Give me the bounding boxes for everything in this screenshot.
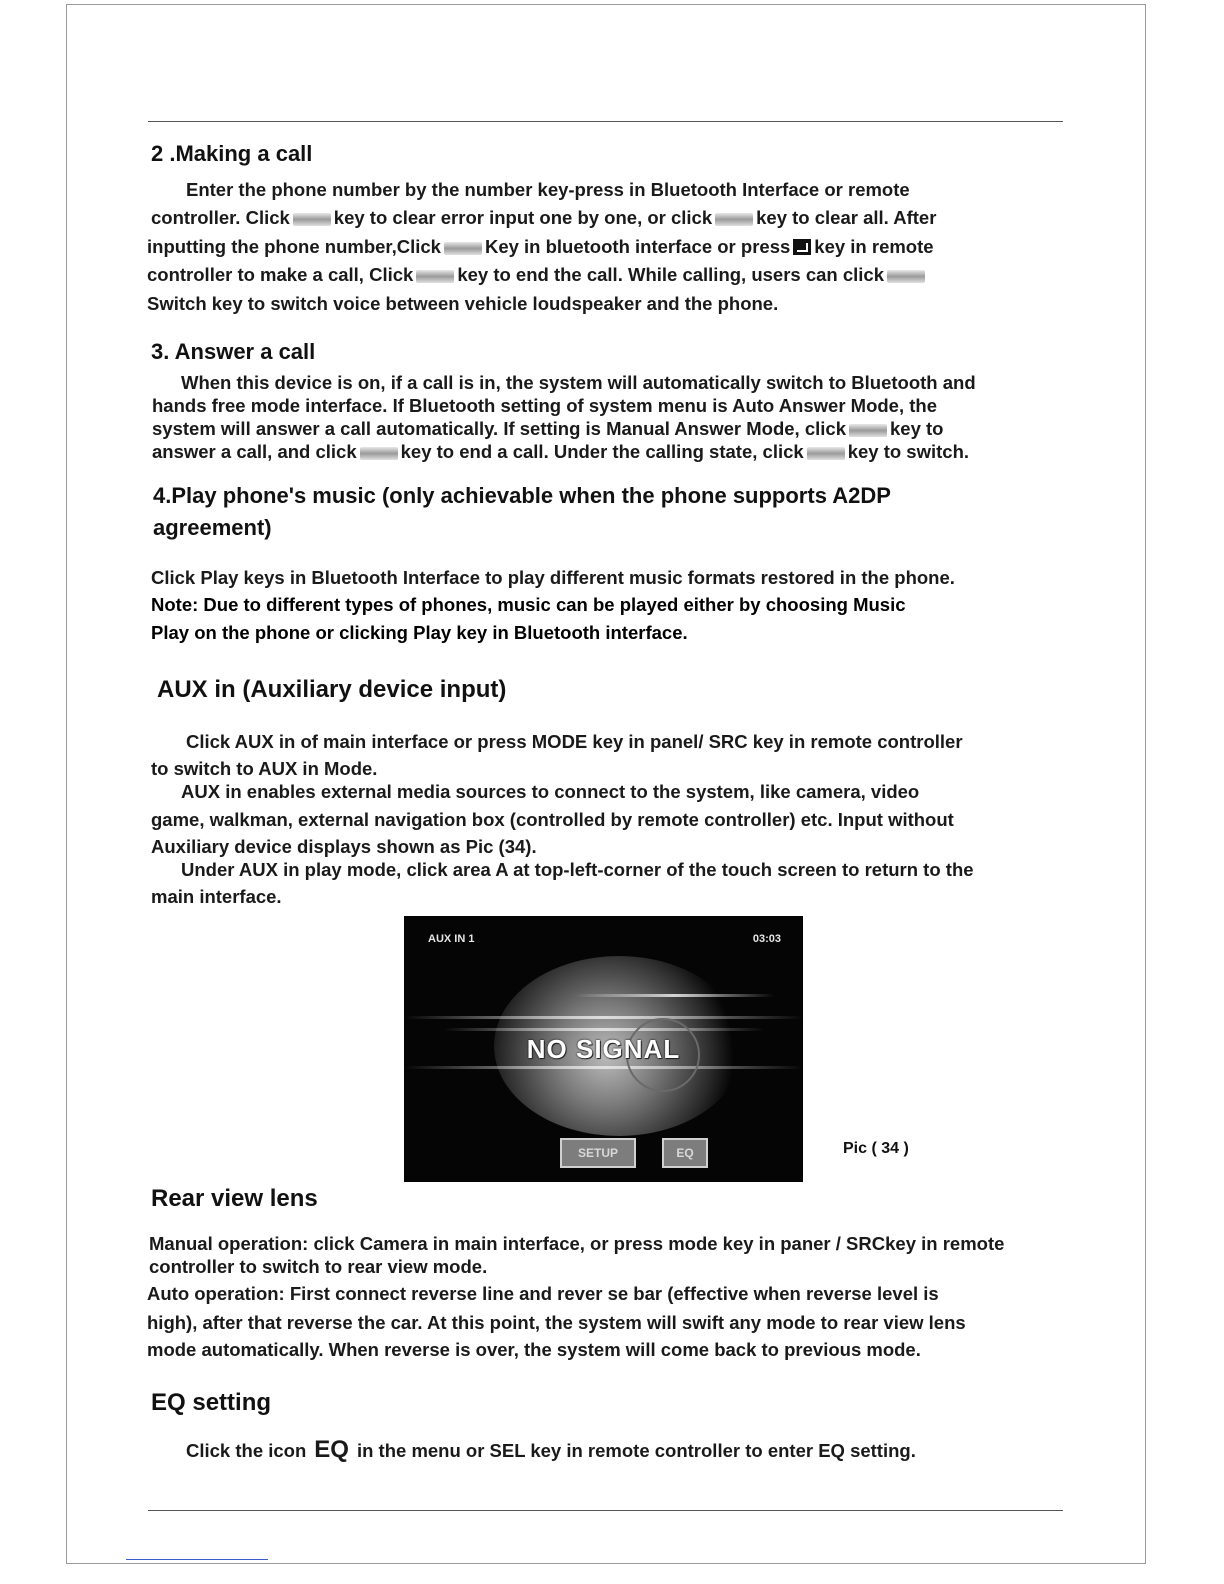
switch-key-icon bbox=[887, 270, 925, 283]
text-fragment: key to switch. bbox=[847, 441, 970, 462]
paragraph-line: Click Play keys in Bluetooth Interface to play different music formats restored in the phone. bbox=[151, 567, 955, 588]
light-streak bbox=[404, 1066, 803, 1069]
hangup-key-icon bbox=[416, 270, 454, 283]
text-fragment: controller. Click bbox=[151, 207, 290, 228]
top-divider bbox=[148, 121, 1063, 122]
end-call-key-icon bbox=[360, 447, 398, 460]
light-streak bbox=[404, 1016, 803, 1019]
bottom-divider bbox=[148, 1510, 1063, 1511]
paragraph-line: AUX in enables external media sources to connect to the system, like camera, video bbox=[181, 781, 920, 802]
section-title-rear-view: Rear view lens bbox=[151, 1185, 318, 1212]
paragraph-line: Click AUX in of main interface or press MODE key in panel/ SRC key in remote controller bbox=[186, 731, 963, 752]
paragraph-line: hands free mode interface. If Bluetooth setting of system menu is Auto Answer Mode, the bbox=[152, 395, 937, 416]
paragraph-line: to switch to AUX in Mode. bbox=[151, 758, 378, 779]
switch-key-icon bbox=[807, 447, 845, 460]
backspace-key-icon bbox=[293, 213, 331, 226]
section-title-making-call: 2 .Making a call bbox=[151, 141, 313, 166]
text-fragment: key to clear all. After bbox=[756, 207, 937, 228]
text-fragment: key to end a call. Under the calling state, click bbox=[400, 441, 804, 462]
paragraph-line: Under AUX in play mode, click area A at top-left-corner of the touch screen to return to the bbox=[181, 859, 974, 880]
paragraph-line: Enter the phone number by the number key-press in Bluetooth Interface or remote bbox=[186, 179, 910, 200]
text-fragment: answer a call, and click bbox=[152, 441, 357, 462]
paragraph-line: Manual operation: click Camera in main interface, or press mode key in paner / SRCkey in remote bbox=[149, 1233, 1005, 1254]
paragraph-line: main interface. bbox=[151, 886, 282, 907]
clock-display: 03:03 bbox=[752, 933, 781, 945]
aux-source-label[interactable]: AUX IN 1 bbox=[428, 933, 475, 945]
light-streak bbox=[444, 1028, 764, 1031]
no-signal-message: NO SIGNAL bbox=[526, 1034, 681, 1064]
dial-key-icon bbox=[444, 242, 482, 255]
eq-button[interactable]: EQ bbox=[662, 1138, 708, 1168]
remote-call-key-icon bbox=[793, 239, 811, 255]
text-fragment: key to bbox=[890, 418, 944, 439]
note-line: Play on the phone or clicking Play key in Bluetooth interface. bbox=[151, 622, 688, 643]
section-title-eq: EQ setting bbox=[151, 1389, 272, 1416]
text-fragment: controller to make a call, Click bbox=[147, 264, 414, 285]
text-fragment: in the menu or SEL key in remote controller to enter EQ setting. bbox=[356, 1440, 916, 1461]
section-title-answer-call: 3. Answer a call bbox=[151, 339, 316, 364]
text-fragment: key in remote bbox=[814, 236, 934, 257]
paragraph-line: Auxiliary device displays shown as Pic (34). bbox=[151, 836, 537, 857]
paragraph-line: controller to switch to rear view mode. bbox=[149, 1256, 488, 1277]
paragraph-line bbox=[186, 1436, 916, 1465]
aux-screenshot bbox=[404, 916, 803, 1182]
footer-link-underline[interactable] bbox=[126, 1559, 268, 1560]
setup-button[interactable]: SETUP bbox=[560, 1138, 636, 1168]
paragraph-line bbox=[152, 417, 943, 440]
section-title-aux: AUX in (Auxiliary device input) bbox=[157, 676, 507, 703]
paragraph-line bbox=[147, 261, 928, 289]
text-fragment: inputting the phone number,Click bbox=[147, 236, 441, 257]
text-fragment: key to end the call. While calling, users can click bbox=[457, 264, 884, 285]
text-fragment: Key in bluetooth interface or press bbox=[484, 236, 791, 257]
text-fragment: key to clear error input one by one, or click bbox=[333, 207, 713, 228]
section-title-play-music-cont: agreement) bbox=[153, 515, 272, 540]
light-streak bbox=[574, 994, 774, 997]
paragraph-line bbox=[151, 204, 936, 232]
paragraph-line bbox=[147, 233, 934, 261]
paragraph-line: When this device is on, if a call is in, the system will automatically switch to Bluetooth and bbox=[181, 372, 976, 393]
figure-caption: Pic ( 34 ) bbox=[843, 1140, 909, 1157]
text-fragment: Click the icon bbox=[186, 1440, 307, 1461]
paragraph-line: Switch key to switch voice between vehicle loudspeaker and the phone. bbox=[147, 293, 779, 314]
section-title-play-music: 4.Play phone's music (only achievable when the phone supports A2DP bbox=[153, 483, 891, 508]
paragraph-line: game, walkman, external navigation box (controlled by remote controller) etc. Input without bbox=[151, 809, 954, 830]
answer-key-icon bbox=[849, 424, 887, 437]
paragraph-line: mode automatically. When reverse is over, the system will come back to previous mode. bbox=[147, 1339, 921, 1360]
paragraph-line: high), after that reverse the car. At this point, the system will swift any mode to rear view lens bbox=[147, 1312, 966, 1333]
paragraph-line: Auto operation: First connect reverse line and rever se bar (effective when reverse level is bbox=[147, 1283, 939, 1304]
eq-icon: EQ bbox=[314, 1436, 349, 1463]
paragraph-line bbox=[152, 440, 969, 463]
text-fragment: system will answer a call automatically. If setting is Manual Answer Mode, click bbox=[152, 418, 846, 439]
note-line: Note: Due to different types of phones, music can be played either by choosing Music bbox=[151, 594, 906, 615]
clear-all-key-icon bbox=[715, 213, 753, 226]
